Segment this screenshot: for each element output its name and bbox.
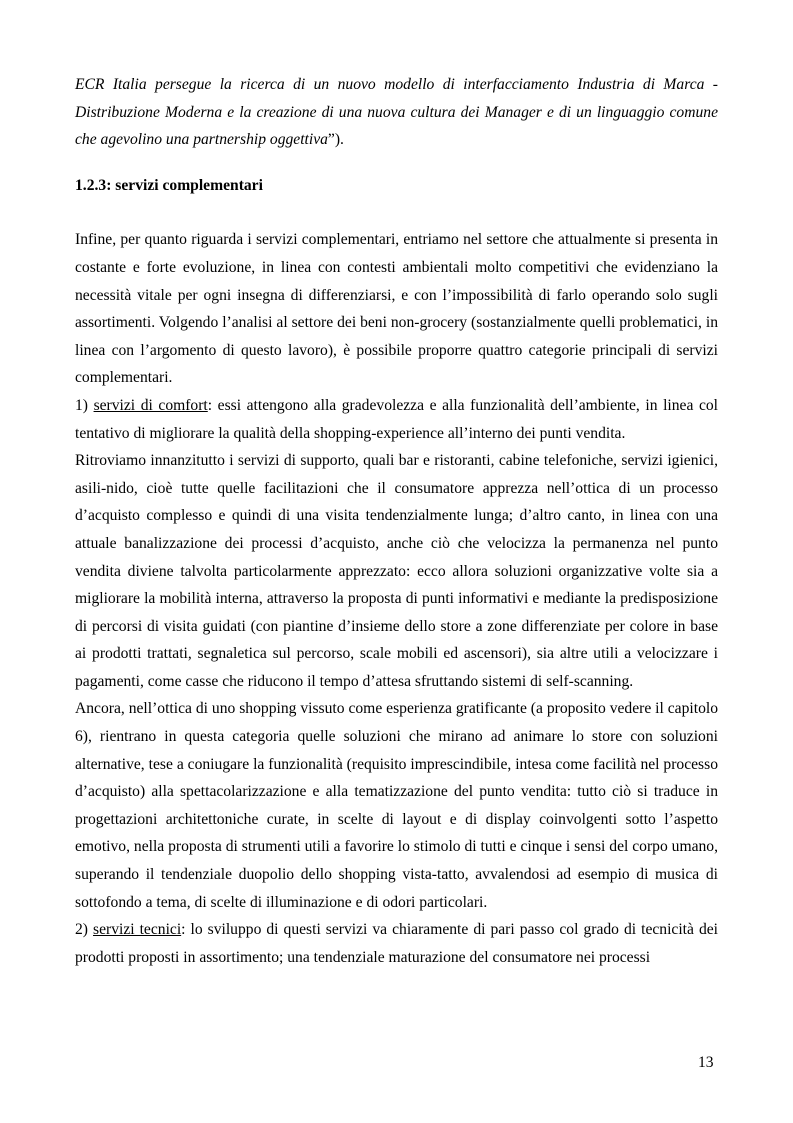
section-heading: 1.2.3: servizi complementari	[75, 176, 263, 194]
document-page	[75, 71, 718, 971]
support-services-paragraph: Ritroviamo innanzitutto i servizi di supporto, quali bar e ristoranti, cabine telefoniche, servizi igienici, asili-nido, cioè tutte quelle facilitazioni che il consumatore apprezza nell’ottica di un processo d’acquisto complesso e quindi di una visita tendenzialmente lunga; d’altro canto, in linea con una attuale banalizzazione dei processi d’acquisto, anche ciò che velocizza la permanenza nel punto vendita diviene talvolta particolarmente apprezzato: ecco allora soluzioni organizzative volte sia a migliorare la mobilità interna, attraverso la proposta di punti informativi e mediante la predisposizione di percorsi di visita guidati (con piantine d’insieme dello store a zone differenziate per colore in base ai prodotti trattati, segnaletica sul percorso, scale mobili ed ascensori), sia altre utili a velocizzare i pagamenti, come casse che riducono il tempo d’attesa sfruttando sistemi di self-scanning.	[75, 452, 718, 690]
shopping-experience-paragraph: Ancora, nell’ottica di uno shopping vissuto come esperienza gratificante (a proposito vedere il capitolo 6), rientrano in questa categoria quelle soluzioni che mirano ad animare lo store con soluzioni alternative, tese a coniugare la funzionalità (requisito imprescindibile, intesa come facilità nel processo d’acquisto) alla spettacolarizzazione e alla tematizzazione del punto vendita: tutto ciò si traduce in progettazioni architettoniche curate, in scelte di layout e di display coinvolgenti sotto l’aspetto emotivo, nella proposta di strumenti utili a favorire lo stimolo di tutti e cinque i sensi del corpo umano, superando il tendenziale duopolio dello shopping vista-tatto, avvalendosi ad esempio di musica di sottofondo a tema, di scelte di illuminazione e di odori particolari.	[75, 700, 718, 911]
section-spacer	[75, 199, 718, 226]
technical-services-text: : lo sviluppo di questi servizi va chiaramente di pari passo col grado di tecnicità dei prodotti proposti in assortimento; una tendenziale maturazione del consumatore nei processi	[75, 921, 718, 966]
technical-services-paragraph	[75, 916, 718, 971]
comfort-services-term: servizi di comfort	[93, 396, 208, 414]
comfort-services-text: : essi attengono alla gradevolezza e alla funzionalità dell’ambiente, in linea col tentativo di migliorare la qualità della shopping-experience all’interno dei punti vendita.	[75, 396, 719, 442]
quote-closing: ”).	[327, 131, 344, 149]
technical-services-term: servizi tecnici	[93, 921, 182, 939]
comfort-item-number: 1)	[75, 396, 94, 414]
intro-paragraph: Infine, per quanto riguarda i servizi complementari, entriamo nel settore che attualmente si presenta in costante e forte evoluzione, in linea con contesti ambientali molto competitivi che evidenziano la necessità vitale per ogni insegna di differenziarsi, e con l’impossibilità di farlo operando solo sugli assortimenti. Volgendo l’analisi al settore dei beni non-grocery (sostanzialmente quelli problematici, in linea con l’argomento di questo lavoro), è possibile proporre quattro categorie principali di servizi complementari.	[75, 231, 718, 387]
quote-italic-text: ECR Italia persegue la ricerca di un nuovo modello di interfacciamento Industria di Marca - Distribuzione Moderna e la creazione di una nuova cultura dei Manager e di un linguaggio comune che agevolino una partnership oggettiva	[75, 76, 718, 149]
quote-paragraph	[75, 71, 718, 154]
technical-item-number: 2)	[75, 921, 94, 939]
comfort-services-paragraph	[75, 392, 718, 447]
page-number: 13	[698, 1054, 714, 1071]
